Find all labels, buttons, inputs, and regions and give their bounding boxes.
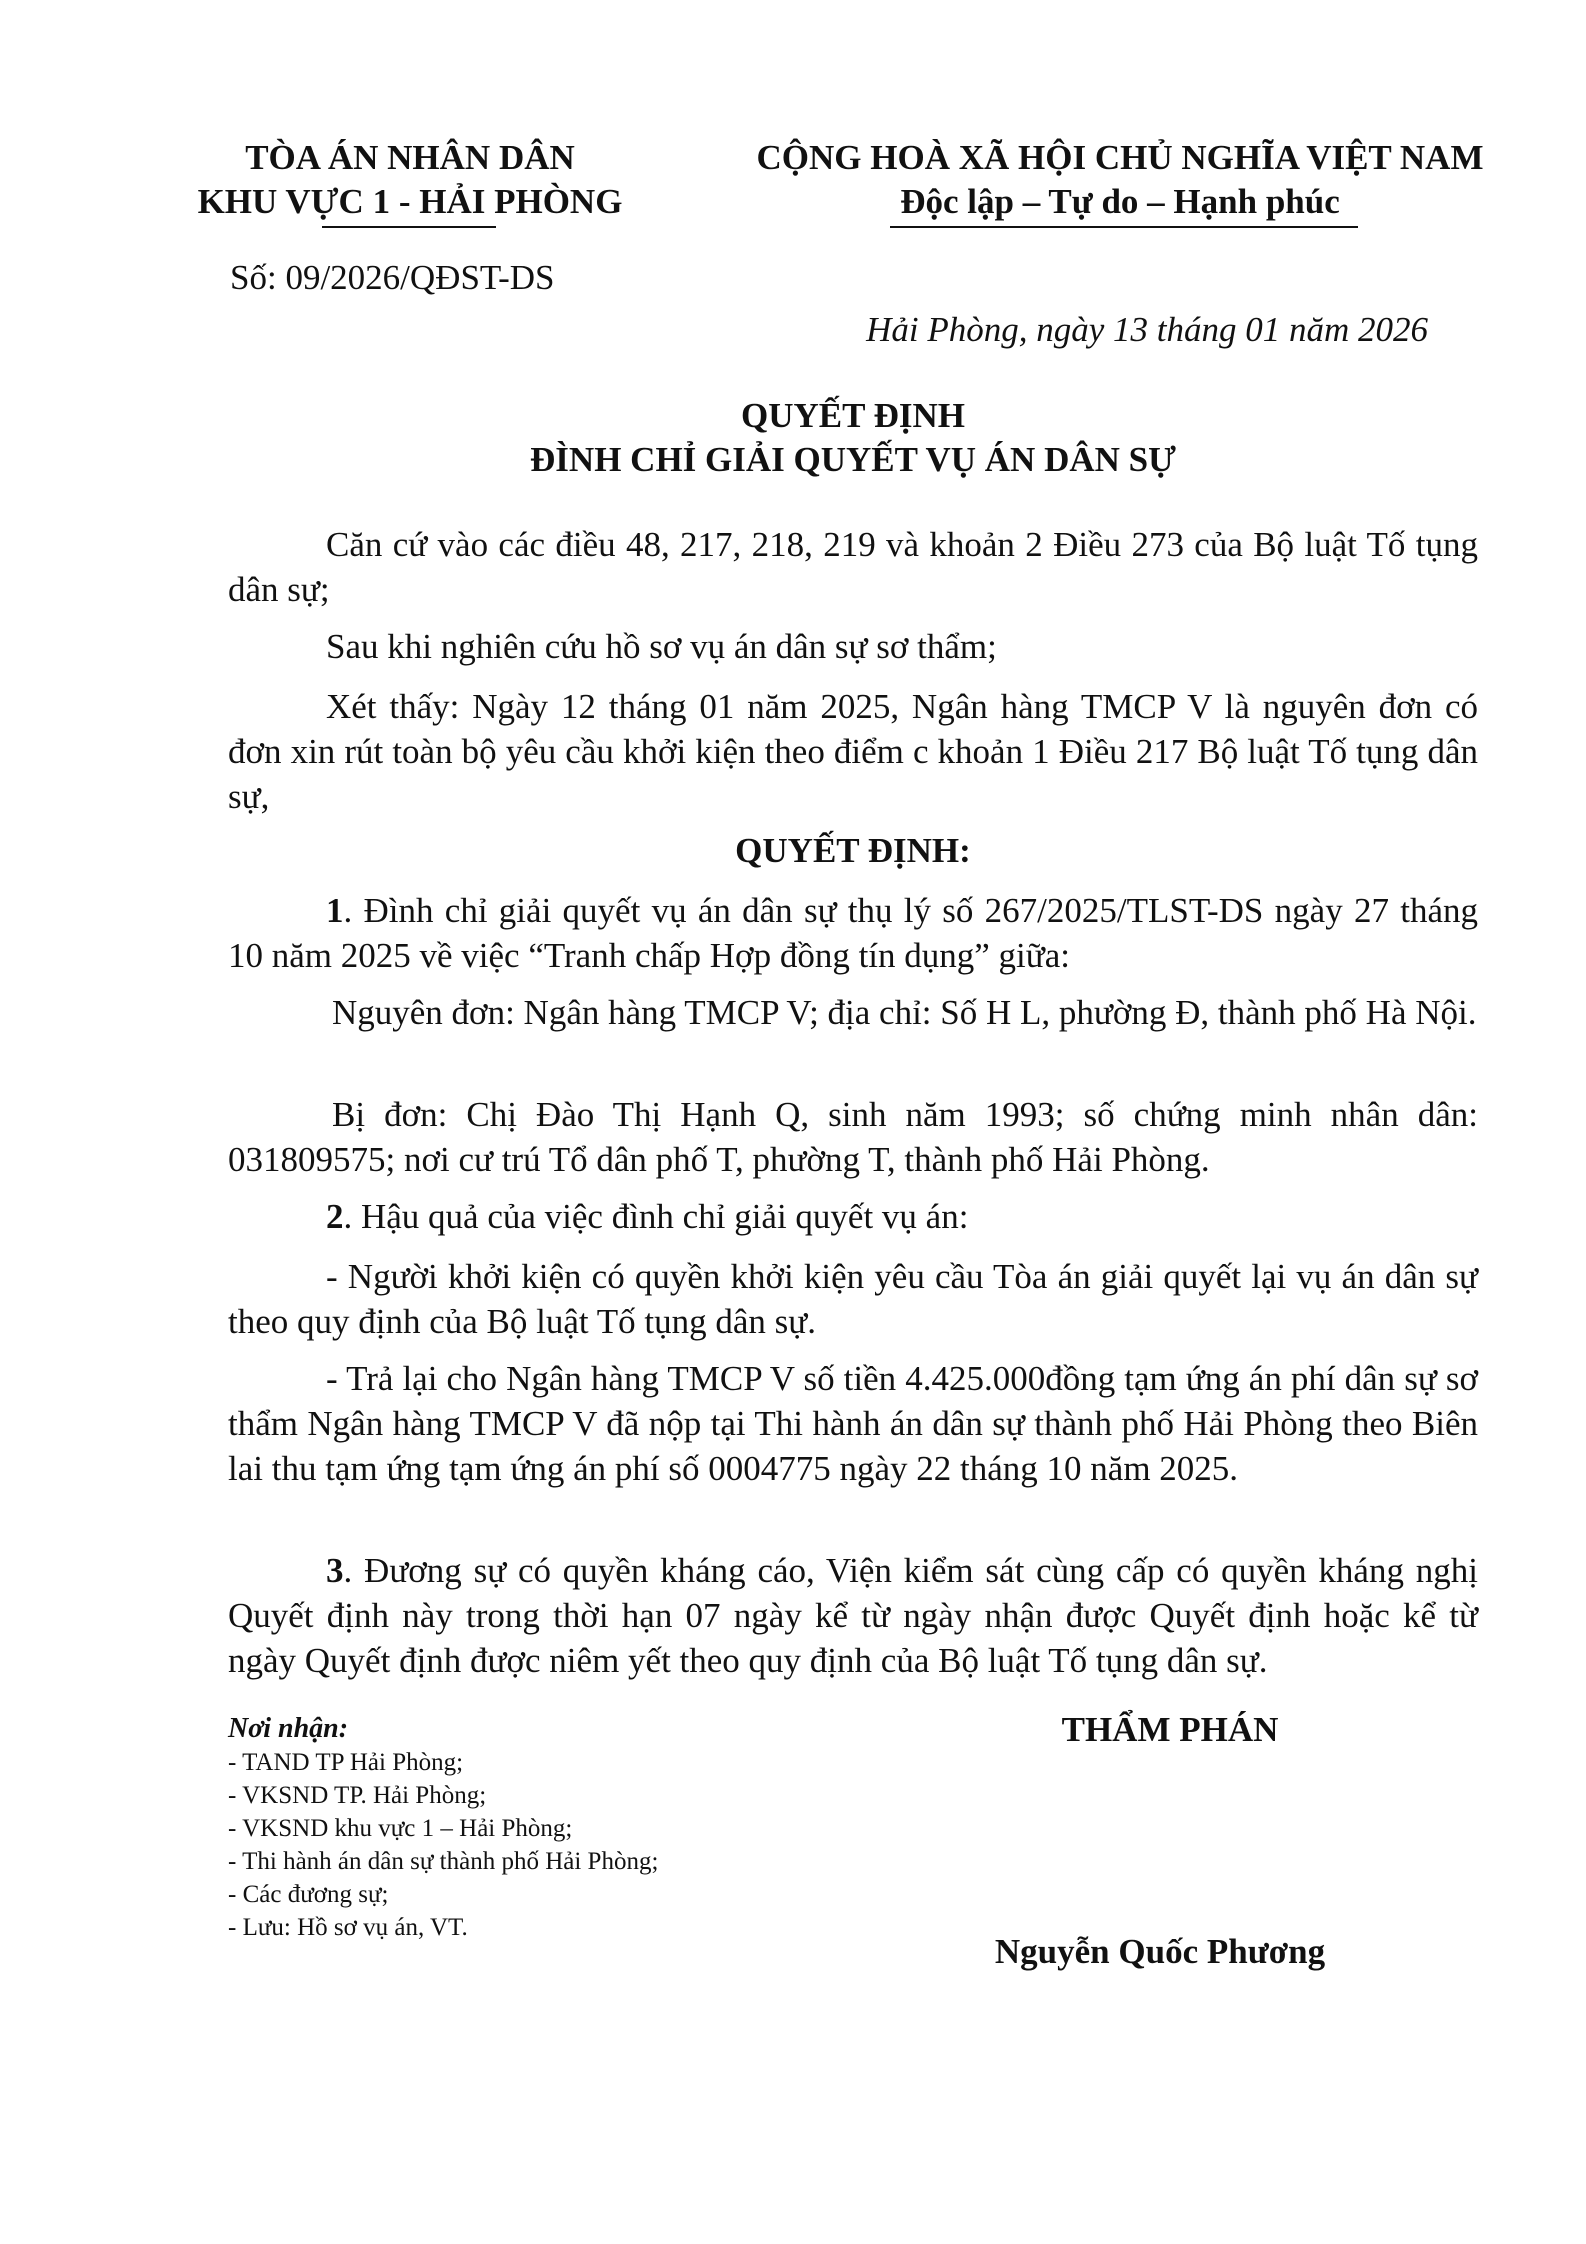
court-name-underline [322, 226, 496, 228]
recipients-block [228, 1712, 928, 1944]
court-name-line1: TÒA ÁN NHÂN DÂN [245, 138, 575, 177]
item-1-number: 1 [326, 891, 344, 930]
document-title [228, 394, 1478, 482]
consequence-1: - Người khởi kiện có quyền khởi kiện yêu cầu Tòa án giải quyết lại vụ án dân sự theo quy định của Bộ luật Tố tụng dân sự. [228, 1257, 1478, 1341]
recipient-item: - Thi hành án dân sự thành phố Hải Phòng; [228, 1848, 659, 1875]
decision-item-3 [228, 1548, 1478, 1683]
national-motto [740, 136, 1500, 224]
recipient-item: - VKSND khu vực 1 – Hải Phòng; [228, 1815, 573, 1842]
motto-underline [890, 226, 1358, 228]
item-2-number: 2 [326, 1197, 344, 1236]
item-1-text: . Đình chỉ giải quyết vụ án dân sự thụ lý số 267/2025/TLST-DS ngày 27 tháng 10 năm 2025 về việc “Tranh chấp Hợp đồng tín dụng” giữa: [228, 891, 1478, 975]
date-place: Hải Phòng, ngày 13 tháng 01 năm 2026 [866, 310, 1428, 349]
document-title-line2: ĐÌNH CHỈ GIẢI QUYẾT VỤ ÁN DÂN SỰ [530, 440, 1176, 479]
signer-role: THẨM PHÁN [1061, 1710, 1279, 1749]
recipients-title: Nơi nhận: [228, 1713, 349, 1744]
plaintiff-paragraph: Nguyên đơn: Ngân hàng TMCP V; địa chỉ: Số H L, phường Đ, thành phố Hà Nội. [332, 993, 1477, 1032]
court-name [190, 136, 630, 224]
court-name-line2: KHU VỰC 1 - HẢI PHÒNG [197, 182, 623, 221]
review-paragraph: Sau khi nghiên cứu hồ sơ vụ án dân sự sơ thẩm; [326, 627, 997, 666]
national-name: CỘNG HOÀ XÃ HỘI CHỦ NGHĨA VIỆT NAM [756, 138, 1484, 177]
item-3-number: 3 [326, 1551, 344, 1590]
recipient-item: - Lưu: Hồ sơ vụ án, VT. [228, 1914, 468, 1941]
recipient-item: - Các đương sự; [228, 1881, 389, 1908]
legal-basis-paragraph: Căn cứ vào các điều 48, 217, 218, 219 và khoản 2 Điều 273 của Bộ luật Tố tụng dân sự; [228, 525, 1478, 609]
consequence-2: - Trả lại cho Ngân hàng TMCP V số tiền 4.425.000đồng tạm ứng án phí dân sự sơ thẩm Ngân hàng TMCP V đã nộp tại Thi hành án dân sự thành phố Hải Phòng theo Biên lai thu tạm ứng tạm ứng án phí số 0004775 ngày 22 tháng 10 năm 2025. [228, 1359, 1478, 1488]
document-number: Số: 09/2026/QĐST-DS [230, 258, 555, 297]
document-title-line1: QUYẾT ĐỊNH [741, 396, 965, 435]
decision-item-2 [228, 1194, 1478, 1239]
recipient-item: - VKSND TP. Hải Phòng; [228, 1782, 487, 1809]
item-3-text: . Đương sự có quyền kháng cáo, Viện kiểm sát cùng cấp có quyền kháng nghị Quyết định này trong thời hạn 07 ngày kể từ ngày nhận được Quyết định hoặc kể từ ngày Quyết định được niêm yết theo quy định của Bộ luật Tố tụng dân sự. [228, 1551, 1478, 1680]
recipient-item: - TAND TP Hải Phòng; [228, 1749, 464, 1776]
item-2-text: . Hậu quả của việc đình chỉ giải quyết vụ án: [343, 1197, 969, 1236]
national-motto-line: Độc lập – Tự do – Hạnh phúc [900, 182, 1340, 221]
finding-paragraph: Xét thấy: Ngày 12 tháng 01 năm 2025, Ngân hàng TMCP V là nguyên đơn có đơn xin rút toàn bộ yêu cầu khởi kiện theo điểm c khoản 1 Điều 217 Bộ luật Tố tụng dân sự, [228, 687, 1478, 816]
signer-name: Nguyễn Quốc Phương [994, 1932, 1326, 1971]
defendant-paragraph: Bị đơn: Chị Đào Thị Hạnh Q, sinh năm 1993; số chứng minh nhân dân: 031809575; nơi cư trú Tổ dân phố T, phường T, thành phố Hải Phòng. [228, 1095, 1478, 1179]
decision-heading: QUYẾT ĐỊNH: [735, 831, 971, 870]
decision-item-1 [228, 888, 1478, 978]
